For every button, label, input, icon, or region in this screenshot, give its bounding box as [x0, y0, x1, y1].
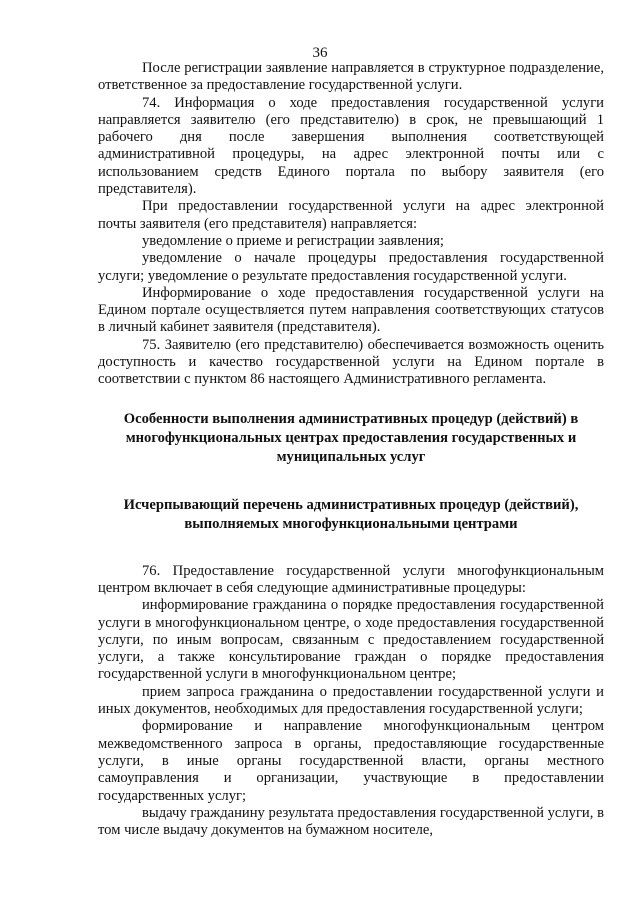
- document-body: [98, 60, 604, 839]
- paragraph-email-notifications: При предоставлении государственной услуги на адрес электронной почты заявителя (его представителя) направляется:: [98, 198, 604, 232]
- paragraph-76: 76. Предоставление государственной услуги многофункциональным центром включает в себя следующие административные процедуры:: [98, 562, 604, 596]
- list-item-result-delivery: выдачу гражданину результата предоставления государственной услуги, в том числе выдачу документов на бумажном носителе,: [98, 804, 604, 839]
- section-heading-mfc-features: Особенности выполнения административных процедур (действий) в многофункциональных центрах предоставления государственных и муниципальных услуг: [123, 410, 579, 465]
- list-item-interagency-request: формирование и направление многофункциональным центром межведомственного запроса в органы, предоставляющие государственные услуги, в иные органы государственной власти, органы местного самоуправления и организации, участвующие в предоставлении государственных услуг;: [98, 718, 604, 804]
- list-item-informing: информирование гражданина о порядке предоставления государственной услуги в многофункциональном центре, о ходе предоставления государственной услуги, по иным вопросам, связанным с предоставлением государственной услуги, а также консультирование граждан о порядке предоставления государственной услуги в многофункциональном центре;: [98, 597, 604, 683]
- list-item-start-result-notice: уведомление о начале процедуры предоставления государственной услуги; уведомление о результате предоставления государственной услуги.: [98, 250, 604, 284]
- paragraph-registration: После регистрации заявление направляется в структурное подразделение, ответственное за предоставление государственной услуги.: [98, 60, 604, 94]
- list-item-request-intake: прием запроса гражданина о предоставлении государственной услуги и иных документов, необходимых для предоставления государственной услуги;: [98, 683, 604, 718]
- section-heading-procedure-list: Исчерпывающий перечень административных процедур (действий), выполняемых многофункциональными центрами: [123, 496, 579, 532]
- page-number: 36: [312, 45, 328, 61]
- paragraph-portal-status: Информирование о ходе предоставления государственной услуги на Едином портале осуществляется путем направления соответствующих статусов в личный кабинет заявителя (представителя).: [98, 284, 604, 336]
- paragraph-74: 74. Информация о ходе предоставления государственной услуги направляется заявителю (его представителю) в срок, не превышающий 1 рабочего дня после завершения выполнения соответствующей административной процедуры, на адрес электронной почты или с использованием средств Единого портала по выбору заявителя (его представителя).: [98, 94, 604, 198]
- paragraph-75: 75. Заявителю (его представителю) обеспечивается возможность оценить доступность и качество государственной услуги на Едином портале в соответствии с пунктом 86 настоящего Административного регламента.: [98, 336, 604, 388]
- list-item-receipt-notice: уведомление о приеме и регистрации заявления;: [142, 232, 444, 249]
